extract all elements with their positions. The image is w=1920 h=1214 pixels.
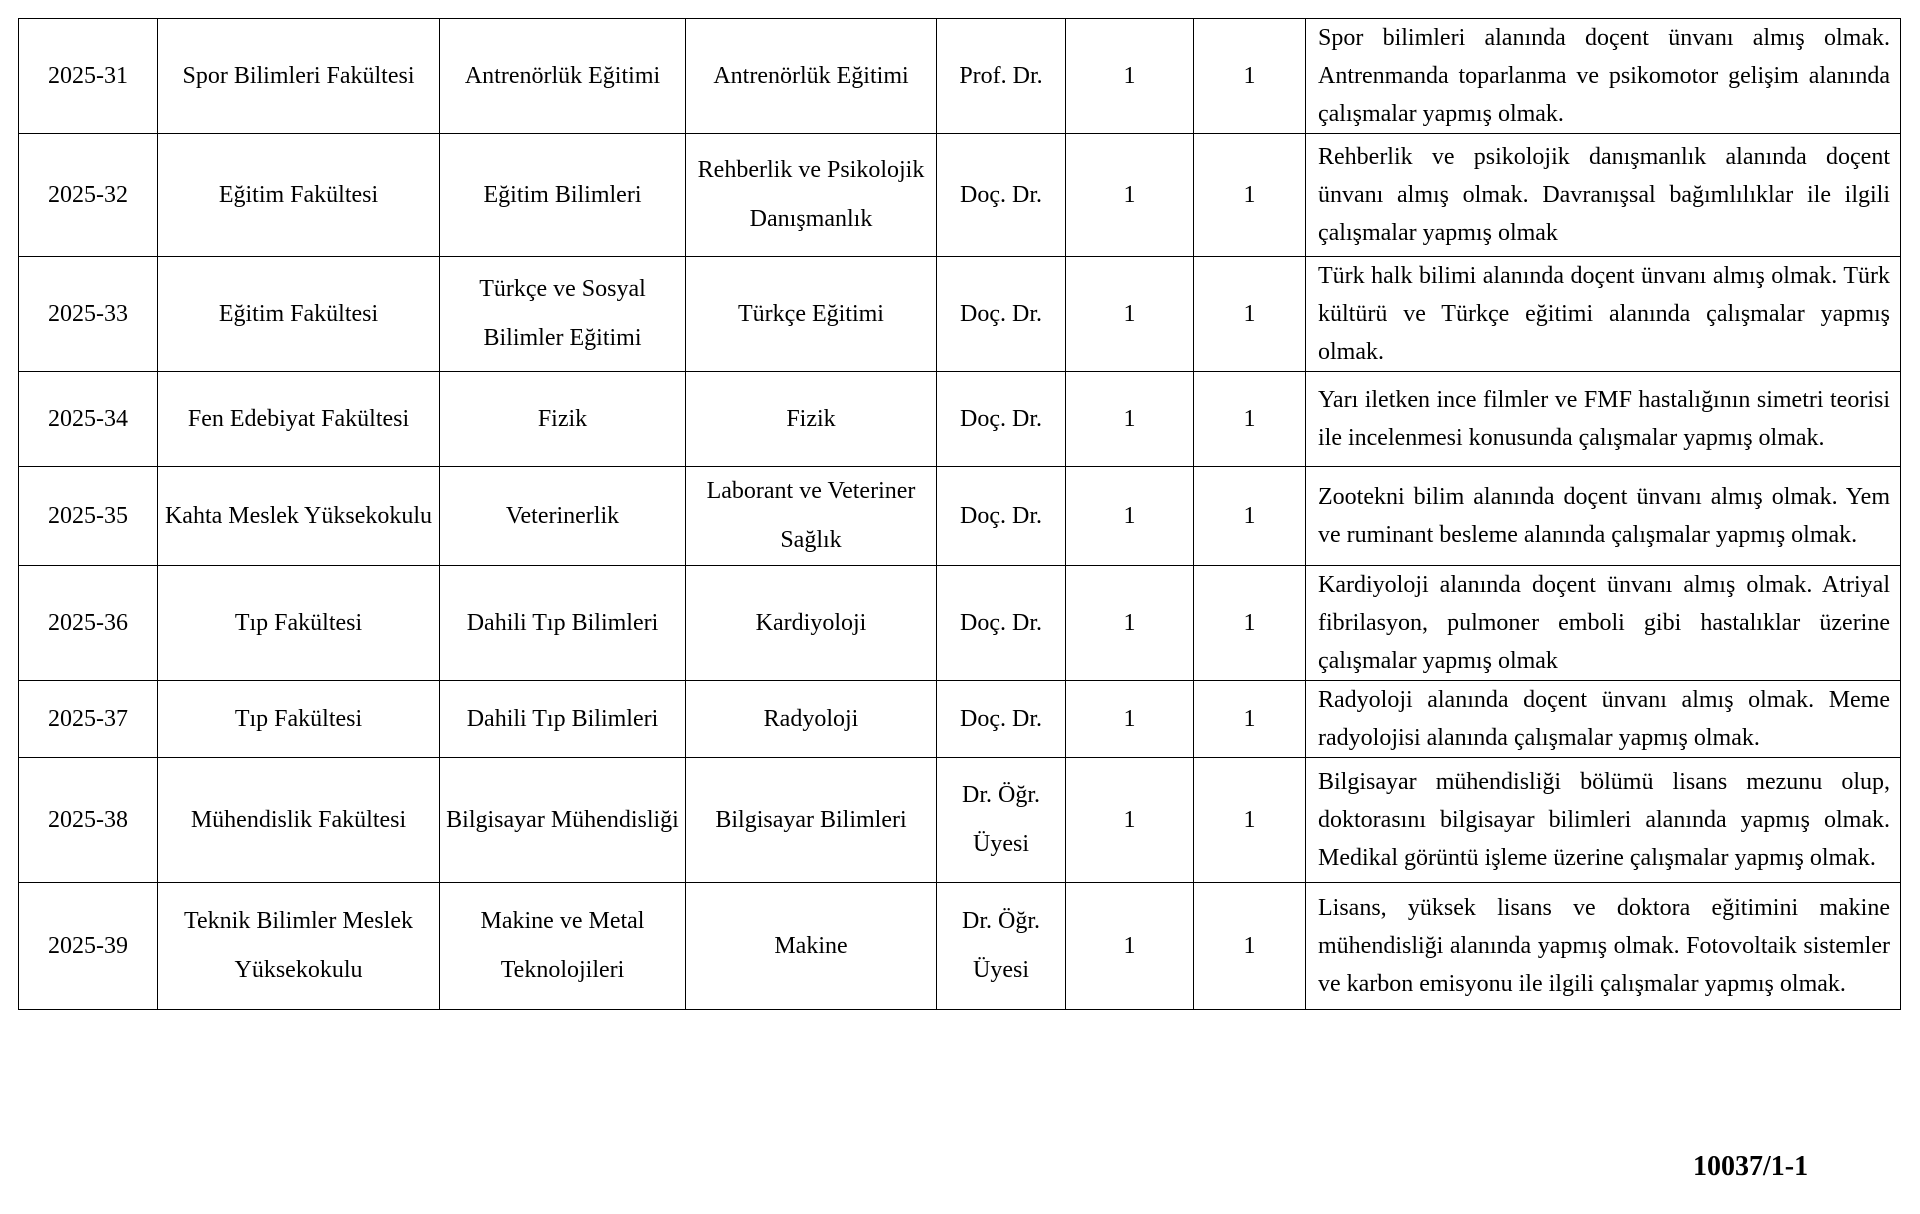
position-requirements: Lisans, yüksek lisans ve doktora eğitimini makine mühendisliği alanında yapmış olmak. Fotovoltaik sistemler ve karbon emisyonu ile ilgili çalışmalar yapmış olmak. [1306,883,1901,1010]
table-row [19,372,1901,467]
program-field: Antrenörlük Eğitimi [686,19,937,134]
position-listing-table [18,18,1901,1010]
department: Dahili Tıp Bilimleri [440,681,686,758]
academic-title: Dr. Öğr. Üyesi [937,758,1066,883]
page-number: 10037/1-1 [1693,1151,1809,1182]
academic-unit: Mühendislik Fakültesi [158,758,440,883]
academic-unit: Teknik Bilimler Meslek Yüksekokulu [158,883,440,1010]
table-row [19,19,1901,134]
academic-unit: Spor Bilimleri Fakültesi [158,19,440,134]
table-row [19,257,1901,372]
position-requirements: Türk halk bilimi alanında doçent ünvanı almış olmak. Türk kültürü ve Türkçe eğitimi alanında çalışmalar yapmış olmak. [1306,257,1901,372]
position-requirements: Rehberlik ve psikolojik danışmanlık alanında doçent ünvanı almış olmak. Davranışsal bağımlılıklar ile ilgili çalışmalar yapmış olmak [1306,134,1901,257]
program-field: Fizik [686,372,937,467]
department: Fizik [440,372,686,467]
position-degree: 1 [1194,467,1306,566]
program-field: Türkçe Eğitimi [686,257,937,372]
program-field: Kardiyoloji [686,566,937,681]
table-row [19,681,1901,758]
position-degree: 1 [1194,19,1306,134]
academic-title: Doç. Dr. [937,681,1066,758]
position-degree: 1 [1194,372,1306,467]
table-row [19,758,1901,883]
department: Veterinerlik [440,467,686,566]
academic-unit: Eğitim Fakültesi [158,134,440,257]
position-count: 1 [1066,758,1194,883]
academic-title: Doç. Dr. [937,372,1066,467]
position-code: 2025-31 [19,19,158,134]
position-degree: 1 [1194,566,1306,681]
program-field: Rehberlik ve Psikolojik Danışmanlık [686,134,937,257]
department: Eğitim Bilimleri [440,134,686,257]
academic-unit: Tıp Fakültesi [158,681,440,758]
position-degree: 1 [1194,681,1306,758]
program-field: Makine [686,883,937,1010]
position-degree: 1 [1194,883,1306,1010]
academic-unit: Fen Edebiyat Fakültesi [158,372,440,467]
table-row [19,883,1901,1010]
position-code: 2025-37 [19,681,158,758]
position-count: 1 [1066,257,1194,372]
position-requirements: Spor bilimleri alanında doçent ünvanı almış olmak. Antrenmanda toparlanma ve psikomotor gelişim alanında çalışmalar yapmış olmak. [1306,19,1901,134]
academic-title: Doç. Dr. [937,566,1066,681]
position-degree: 1 [1194,134,1306,257]
position-count: 1 [1066,467,1194,566]
academic-title: Prof. Dr. [937,19,1066,134]
position-count: 1 [1066,19,1194,134]
position-count: 1 [1066,883,1194,1010]
academic-title: Doç. Dr. [937,134,1066,257]
position-code: 2025-34 [19,372,158,467]
position-requirements: Bilgisayar mühendisliği bölümü lisans mezunu olup, doktorasını bilgisayar bilimleri alanında yapmış olmak. Medikal görüntü işleme üzerine çalışmalar yapmış olmak. [1306,758,1901,883]
academic-unit: Kahta Meslek Yüksekokulu [158,467,440,566]
academic-title: Dr. Öğr. Üyesi [937,883,1066,1010]
position-code: 2025-32 [19,134,158,257]
position-code: 2025-36 [19,566,158,681]
position-requirements: Yarı iletken ince filmler ve FMF hastalığının simetri teorisi ile incelenmesi konusunda çalışmalar yapmış olmak. [1306,372,1901,467]
position-requirements: Radyoloji alanında doçent ünvanı almış olmak. Meme radyolojisi alanında çalışmalar yapmış olmak. [1306,681,1901,758]
position-degree: 1 [1194,257,1306,372]
table-body [19,19,1901,1010]
department: Makine ve Metal Teknolojileri [440,883,686,1010]
position-requirements: Kardiyoloji alanında doçent ünvanı almış olmak. Atriyal fibrilasyon, pulmoner emboli gibi hastalıklar üzerine çalışmalar yapmış olmak [1306,566,1901,681]
academic-unit: Eğitim Fakültesi [158,257,440,372]
academic-title: Doç. Dr. [937,467,1066,566]
table-row [19,566,1901,681]
position-count: 1 [1066,566,1194,681]
program-field: Bilgisayar Bilimleri [686,758,937,883]
position-code: 2025-35 [19,467,158,566]
position-requirements: Zootekni bilim alanında doçent ünvanı almış olmak. Yem ve ruminant besleme alanında çalışmalar yapmış olmak. [1306,467,1901,566]
program-field: Laborant ve Veteriner Sağlık [686,467,937,566]
department: Türkçe ve Sosyal Bilimler Eğitimi [440,257,686,372]
table-row [19,134,1901,257]
table-row [19,467,1901,566]
position-degree: 1 [1194,758,1306,883]
position-code: 2025-33 [19,257,158,372]
academic-title: Doç. Dr. [937,257,1066,372]
position-count: 1 [1066,372,1194,467]
position-code: 2025-39 [19,883,158,1010]
department: Bilgisayar Mühendisliği [440,758,686,883]
position-code: 2025-38 [19,758,158,883]
program-field: Radyoloji [686,681,937,758]
position-count: 1 [1066,681,1194,758]
department: Dahili Tıp Bilimleri [440,566,686,681]
department: Antrenörlük Eğitimi [440,19,686,134]
academic-unit: Tıp Fakültesi [158,566,440,681]
position-count: 1 [1066,134,1194,257]
